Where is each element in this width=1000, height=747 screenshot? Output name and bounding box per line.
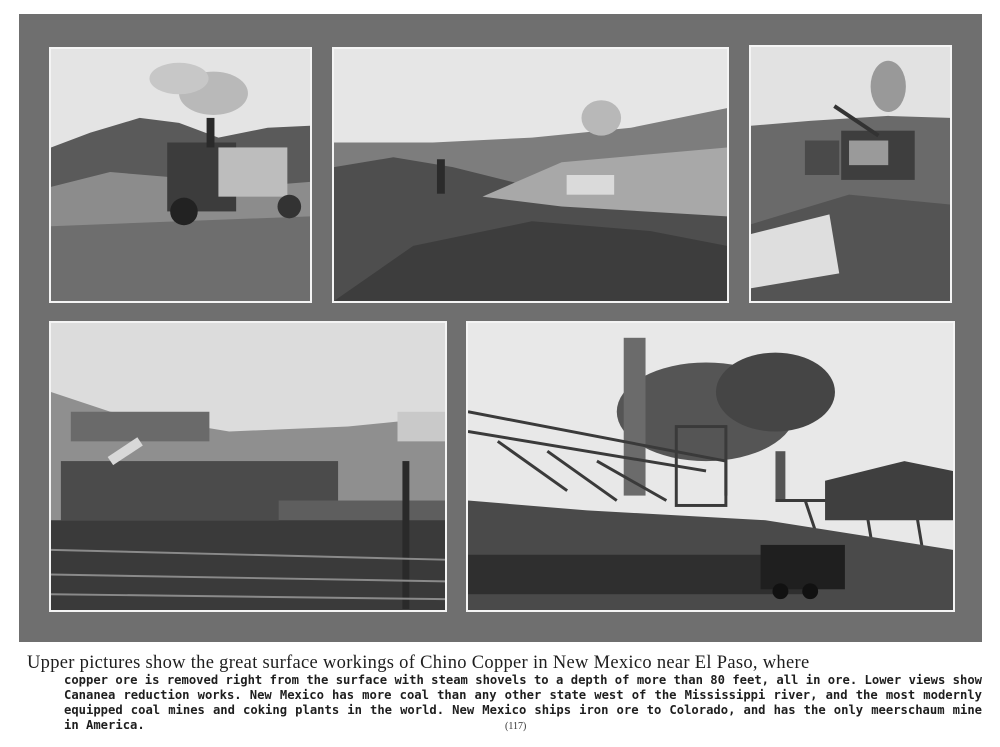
- photo-smelter-locomotive: [466, 321, 955, 612]
- page-number: (117): [505, 721, 527, 732]
- photo-shovel-loading: [749, 45, 952, 303]
- photo-steam-shovel: [49, 47, 312, 303]
- photo-open-pit: [332, 47, 729, 303]
- caption-body-text: copper ore is removed right from the surface with steam shovels to a depth of more than 80 feet, all in ore. Lower views show Cananea reduction works. New Mexico has more coal than any other state west of the Mississippi river, and the most modernly equipped coal mines and coking plants in the world. New Mexico ships iron ore to Colorado, and has the only meerschaum mine in America.: [64, 673, 982, 732]
- caption-lead-sentence: Upper pictures show the great surface workings of Chino Copper in New Mexico near El Paso, where: [27, 653, 810, 673]
- photo-reduction-works: [49, 321, 447, 612]
